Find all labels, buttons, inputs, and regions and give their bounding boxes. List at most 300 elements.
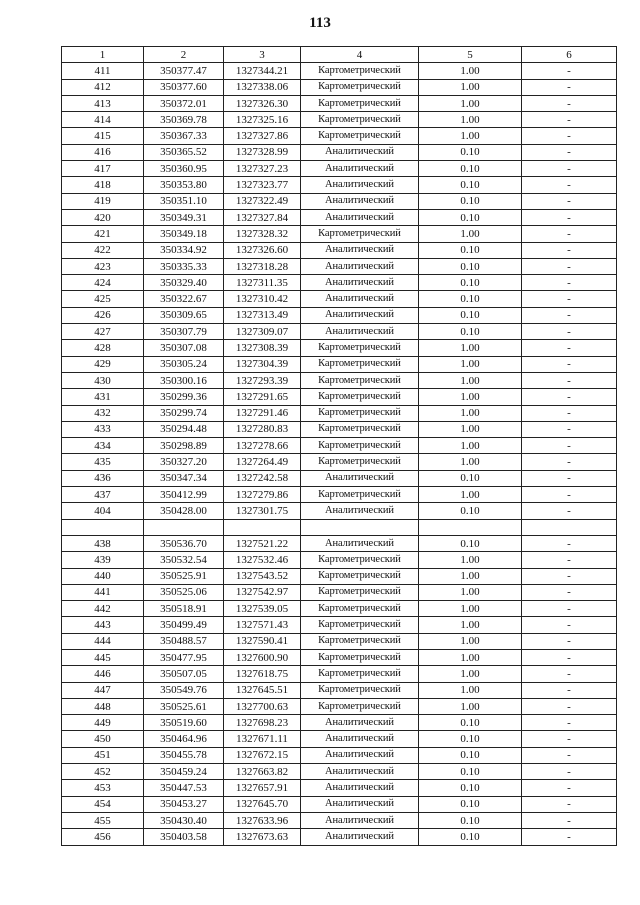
table-row [62, 291, 617, 307]
cell-note: - [522, 584, 617, 600]
cell-accuracy: 0.10 [419, 307, 522, 323]
table-row [62, 356, 617, 372]
cell-accuracy: 1.00 [419, 226, 522, 242]
cell-accuracy: 1.00 [419, 568, 522, 584]
cell-x: 350525.61 [144, 698, 224, 714]
cell-x: 350299.36 [144, 389, 224, 405]
cell-x: 350334.92 [144, 242, 224, 258]
cell-accuracy: 0.10 [419, 535, 522, 551]
cell-y: 1327278.66 [224, 438, 301, 454]
cell-y: 1327590.41 [224, 633, 301, 649]
cell-y: 1327645.51 [224, 682, 301, 698]
cell-accuracy: 1.00 [419, 487, 522, 503]
cell-note: - [522, 128, 617, 144]
cell-note [522, 519, 617, 535]
cell-method: Картометрический [301, 340, 419, 356]
cell-method: Картометрический [301, 682, 419, 698]
cell-method: Аналитический [301, 209, 419, 225]
cell-method: Картометрический [301, 649, 419, 665]
table-row [62, 421, 617, 437]
cell-method: Картометрический [301, 356, 419, 372]
cell-accuracy: 1.00 [419, 405, 522, 421]
cell-point-number: 441 [62, 584, 144, 600]
cell-method: Картометрический [301, 666, 419, 682]
cell-x: 350294.48 [144, 421, 224, 437]
cell-point-number: 438 [62, 535, 144, 551]
cell-x [144, 519, 224, 535]
cell-method: Аналитический [301, 747, 419, 763]
cell-x: 350549.76 [144, 682, 224, 698]
cell-point-number: 426 [62, 307, 144, 323]
cell-point-number: 412 [62, 79, 144, 95]
cell-note: - [522, 633, 617, 649]
cell-note: - [522, 470, 617, 486]
table-row [62, 796, 617, 812]
cell-x: 350488.57 [144, 633, 224, 649]
cell-point-number: 450 [62, 731, 144, 747]
cell-y: 1327543.52 [224, 568, 301, 584]
cell-point-number: 433 [62, 421, 144, 437]
cell-point-number: 404 [62, 503, 144, 519]
cell-x: 350403.58 [144, 829, 224, 845]
cell-method: Аналитический [301, 715, 419, 731]
cell-note: - [522, 405, 617, 421]
cell-y: 1327242.58 [224, 470, 301, 486]
table-row [62, 519, 617, 535]
cell-accuracy: 1.00 [419, 438, 522, 454]
cell-note: - [522, 682, 617, 698]
cell-accuracy: 1.00 [419, 356, 522, 372]
cell-note: - [522, 764, 617, 780]
cell-note: - [522, 340, 617, 356]
cell-accuracy: 1.00 [419, 601, 522, 617]
table-row [62, 177, 617, 193]
cell-y: 1327326.30 [224, 95, 301, 111]
cell-point-number: 437 [62, 487, 144, 503]
table-row [62, 389, 617, 405]
cell-note: - [522, 421, 617, 437]
cell-x: 350369.78 [144, 112, 224, 128]
cell-method: Аналитический [301, 275, 419, 291]
cell-y: 1327657.91 [224, 780, 301, 796]
cell-x: 350300.16 [144, 372, 224, 388]
table-row [62, 568, 617, 584]
cell-x: 350360.95 [144, 161, 224, 177]
cell-point-number: 445 [62, 649, 144, 665]
cell-note: - [522, 389, 617, 405]
table-row [62, 405, 617, 421]
table-row [62, 552, 617, 568]
cell-y: 1327672.15 [224, 747, 301, 763]
cell-method: Аналитический [301, 764, 419, 780]
cell-point-number: 429 [62, 356, 144, 372]
cell-y: 1327521.22 [224, 535, 301, 551]
cell-note: - [522, 161, 617, 177]
cell-point-number: 444 [62, 633, 144, 649]
cell-method: Картометрический [301, 698, 419, 714]
cell-method: Картометрический [301, 421, 419, 437]
cell-method: Картометрический [301, 128, 419, 144]
table-row [62, 649, 617, 665]
cell-method: Картометрический [301, 112, 419, 128]
cell-method: Картометрический [301, 584, 419, 600]
cell-note: - [522, 209, 617, 225]
cell-accuracy: 1.00 [419, 79, 522, 95]
cell-y: 1327326.60 [224, 242, 301, 258]
cell-note: - [522, 79, 617, 95]
cell-accuracy: 0.10 [419, 324, 522, 340]
cell-method: Аналитический [301, 307, 419, 323]
cell-y: 1327311.35 [224, 275, 301, 291]
cell-y [224, 519, 301, 535]
cell-method: Аналитический [301, 291, 419, 307]
cell-method: Аналитический [301, 503, 419, 519]
table-row [62, 242, 617, 258]
cell-y: 1327618.75 [224, 666, 301, 682]
cell-accuracy: 0.10 [419, 829, 522, 845]
cell-accuracy: 0.10 [419, 275, 522, 291]
cell-note: - [522, 568, 617, 584]
cell-point-number: 442 [62, 601, 144, 617]
cell-accuracy: 0.10 [419, 258, 522, 274]
cell-method: Картометрический [301, 601, 419, 617]
cell-accuracy: 0.10 [419, 470, 522, 486]
table-row [62, 340, 617, 356]
cell-accuracy: 1.00 [419, 372, 522, 388]
cell-method: Аналитический [301, 161, 419, 177]
cell-point-number: 439 [62, 552, 144, 568]
cell-y: 1327309.07 [224, 324, 301, 340]
cell-note: - [522, 812, 617, 828]
cell-x: 350349.31 [144, 209, 224, 225]
cell-x: 350464.96 [144, 731, 224, 747]
cell-y: 1327571.43 [224, 617, 301, 633]
cell-y: 1327328.99 [224, 144, 301, 160]
cell-accuracy: 0.10 [419, 242, 522, 258]
cell-note: - [522, 780, 617, 796]
cell-x: 350372.01 [144, 95, 224, 111]
cell-y: 1327633.96 [224, 812, 301, 828]
cell-y: 1327328.32 [224, 226, 301, 242]
cell-x: 350428.00 [144, 503, 224, 519]
cell-y: 1327542.97 [224, 584, 301, 600]
cell-x: 350412.99 [144, 487, 224, 503]
cell-accuracy: 1.00 [419, 340, 522, 356]
cell-x: 350447.53 [144, 780, 224, 796]
cell-accuracy: 1.00 [419, 617, 522, 633]
cell-accuracy [419, 519, 522, 535]
cell-method: Картометрический [301, 454, 419, 470]
cell-note: - [522, 454, 617, 470]
cell-x: 350365.52 [144, 144, 224, 160]
table-row [62, 193, 617, 209]
cell-x: 350377.47 [144, 63, 224, 79]
cell-accuracy: 0.10 [419, 177, 522, 193]
cell-accuracy: 1.00 [419, 95, 522, 111]
cell-note: - [522, 226, 617, 242]
cell-method: Картометрический [301, 95, 419, 111]
cell-point-number: 419 [62, 193, 144, 209]
cell-note: - [522, 796, 617, 812]
cell-y: 1327308.39 [224, 340, 301, 356]
cell-note: - [522, 356, 617, 372]
cell-note: - [522, 698, 617, 714]
cell-point-number: 455 [62, 812, 144, 828]
cell-y: 1327645.70 [224, 796, 301, 812]
cell-point-number: 434 [62, 438, 144, 454]
cell-x: 350335.33 [144, 258, 224, 274]
cell-point-number: 428 [62, 340, 144, 356]
cell-method: Аналитический [301, 731, 419, 747]
table-row [62, 487, 617, 503]
cell-y: 1327291.65 [224, 389, 301, 405]
table-row [62, 275, 617, 291]
cell-method: Аналитический [301, 535, 419, 551]
cell-note: - [522, 275, 617, 291]
cell-note: - [522, 307, 617, 323]
cell-point-number: 456 [62, 829, 144, 845]
table-row [62, 226, 617, 242]
cell-method: Картометрический [301, 405, 419, 421]
cell-point-number: 418 [62, 177, 144, 193]
cell-method: Аналитический [301, 829, 419, 845]
cell-note: - [522, 503, 617, 519]
cell-point-number: 436 [62, 470, 144, 486]
cell-x: 350329.40 [144, 275, 224, 291]
cell-note: - [522, 552, 617, 568]
cell-method: Картометрический [301, 552, 419, 568]
cell-x: 350298.89 [144, 438, 224, 454]
cell-note: - [522, 258, 617, 274]
cell-y: 1327318.28 [224, 258, 301, 274]
table-row [62, 63, 617, 79]
table-row [62, 829, 617, 845]
header-cell-x: 2 [144, 47, 224, 63]
cell-x: 350525.06 [144, 584, 224, 600]
cell-note: - [522, 438, 617, 454]
table-row [62, 372, 617, 388]
cell-note: - [522, 193, 617, 209]
cell-point-number: 451 [62, 747, 144, 763]
cell-accuracy: 0.10 [419, 764, 522, 780]
table-row [62, 780, 617, 796]
table-body [62, 63, 617, 845]
cell-y: 1327291.46 [224, 405, 301, 421]
cell-accuracy: 0.10 [419, 731, 522, 747]
cell-method: Аналитический [301, 812, 419, 828]
cell-point-number: 415 [62, 128, 144, 144]
table-row [62, 307, 617, 323]
cell-method: Аналитический [301, 242, 419, 258]
cell-x: 350536.70 [144, 535, 224, 551]
cell-y: 1327310.42 [224, 291, 301, 307]
cell-note: - [522, 95, 617, 111]
cell-y: 1327671.11 [224, 731, 301, 747]
cell-y: 1327539.05 [224, 601, 301, 617]
cell-accuracy: 1.00 [419, 421, 522, 437]
cell-x: 350532.54 [144, 552, 224, 568]
cell-accuracy: 1.00 [419, 584, 522, 600]
table-row [62, 617, 617, 633]
cell-note: - [522, 324, 617, 340]
cell-method: Аналитический [301, 324, 419, 340]
cell-accuracy: 0.10 [419, 193, 522, 209]
cell-accuracy: 0.10 [419, 161, 522, 177]
cell-method: Аналитический [301, 470, 419, 486]
cell-accuracy: 0.10 [419, 209, 522, 225]
table-row [62, 128, 617, 144]
cell-note: - [522, 829, 617, 845]
cell-method: Картометрический [301, 389, 419, 405]
cell-y: 1327280.83 [224, 421, 301, 437]
cell-x: 350305.24 [144, 356, 224, 372]
cell-accuracy: 1.00 [419, 633, 522, 649]
cell-point-number: 422 [62, 242, 144, 258]
table-row [62, 438, 617, 454]
cell-accuracy: 0.10 [419, 291, 522, 307]
cell-method: Картометрический [301, 617, 419, 633]
cell-point-number [62, 519, 144, 535]
cell-accuracy: 1.00 [419, 389, 522, 405]
cell-method: Аналитический [301, 144, 419, 160]
cell-point-number: 417 [62, 161, 144, 177]
cell-accuracy: 1.00 [419, 682, 522, 698]
cell-point-number: 452 [62, 764, 144, 780]
cell-x: 350518.91 [144, 601, 224, 617]
cell-point-number: 431 [62, 389, 144, 405]
cell-x: 350377.60 [144, 79, 224, 95]
cell-note: - [522, 747, 617, 763]
table-row [62, 747, 617, 763]
cell-note: - [522, 666, 617, 682]
cell-accuracy: 1.00 [419, 666, 522, 682]
cell-y: 1327700.63 [224, 698, 301, 714]
cell-point-number: 413 [62, 95, 144, 111]
cell-method: Картометрический [301, 63, 419, 79]
cell-point-number: 411 [62, 63, 144, 79]
table-row [62, 112, 617, 128]
cell-method [301, 519, 419, 535]
cell-method: Картометрический [301, 226, 419, 242]
header-cell-method: 4 [301, 47, 419, 63]
table-row [62, 698, 617, 714]
table-header-row [62, 47, 617, 63]
cell-method: Картометрический [301, 438, 419, 454]
table-row [62, 324, 617, 340]
cell-method: Картометрический [301, 372, 419, 388]
cell-note: - [522, 291, 617, 307]
cell-note: - [522, 535, 617, 551]
cell-y: 1327338.06 [224, 79, 301, 95]
cell-y: 1327327.23 [224, 161, 301, 177]
cell-y: 1327293.39 [224, 372, 301, 388]
cell-x: 350525.91 [144, 568, 224, 584]
cell-x: 350499.49 [144, 617, 224, 633]
cell-note: - [522, 487, 617, 503]
cell-accuracy: 0.10 [419, 812, 522, 828]
cell-note: - [522, 731, 617, 747]
cell-y: 1327600.90 [224, 649, 301, 665]
cell-point-number: 430 [62, 372, 144, 388]
table-row [62, 682, 617, 698]
header-cell-note: 6 [522, 47, 617, 63]
cell-accuracy: 1.00 [419, 698, 522, 714]
table-row [62, 95, 617, 111]
table-row [62, 601, 617, 617]
cell-method: Картометрический [301, 487, 419, 503]
cell-y: 1327325.16 [224, 112, 301, 128]
cell-y: 1327327.86 [224, 128, 301, 144]
cell-note: - [522, 372, 617, 388]
cell-method: Картометрический [301, 79, 419, 95]
cell-x: 350351.10 [144, 193, 224, 209]
cell-y: 1327327.84 [224, 209, 301, 225]
cell-note: - [522, 242, 617, 258]
table-row [62, 731, 617, 747]
cell-note: - [522, 112, 617, 128]
cell-x: 350507.05 [144, 666, 224, 682]
cell-accuracy: 1.00 [419, 552, 522, 568]
cell-x: 350430.40 [144, 812, 224, 828]
cell-method: Аналитический [301, 258, 419, 274]
cell-y: 1327313.49 [224, 307, 301, 323]
cell-point-number: 414 [62, 112, 144, 128]
cell-x: 350307.08 [144, 340, 224, 356]
cell-note: - [522, 649, 617, 665]
cell-x: 350307.79 [144, 324, 224, 340]
table-row [62, 79, 617, 95]
coordinates-table [61, 46, 617, 846]
cell-accuracy: 1.00 [419, 454, 522, 470]
cell-y: 1327301.75 [224, 503, 301, 519]
cell-method: Аналитический [301, 796, 419, 812]
cell-y: 1327279.86 [224, 487, 301, 503]
cell-x: 350327.20 [144, 454, 224, 470]
cell-point-number: 443 [62, 617, 144, 633]
cell-accuracy: 1.00 [419, 128, 522, 144]
cell-x: 350349.18 [144, 226, 224, 242]
cell-note: - [522, 144, 617, 160]
cell-point-number: 420 [62, 209, 144, 225]
cell-x: 350367.33 [144, 128, 224, 144]
cell-point-number: 453 [62, 780, 144, 796]
cell-point-number: 416 [62, 144, 144, 160]
cell-note: - [522, 617, 617, 633]
cell-x: 350347.34 [144, 470, 224, 486]
cell-point-number: 427 [62, 324, 144, 340]
cell-x: 350322.67 [144, 291, 224, 307]
page-number: 113 [309, 15, 331, 31]
header-cell-accuracy: 5 [419, 47, 522, 63]
cell-x: 350353.80 [144, 177, 224, 193]
table-row [62, 666, 617, 682]
cell-accuracy: 0.10 [419, 796, 522, 812]
cell-point-number: 447 [62, 682, 144, 698]
cell-accuracy: 0.10 [419, 747, 522, 763]
header-cell-y: 3 [224, 47, 301, 63]
cell-point-number: 440 [62, 568, 144, 584]
cell-method: Картометрический [301, 633, 419, 649]
table-row [62, 764, 617, 780]
cell-y: 1327323.77 [224, 177, 301, 193]
cell-x: 350453.27 [144, 796, 224, 812]
table-row [62, 812, 617, 828]
cell-point-number: 454 [62, 796, 144, 812]
cell-accuracy: 0.10 [419, 715, 522, 731]
cell-accuracy: 0.10 [419, 780, 522, 796]
cell-y: 1327304.39 [224, 356, 301, 372]
table-row [62, 161, 617, 177]
